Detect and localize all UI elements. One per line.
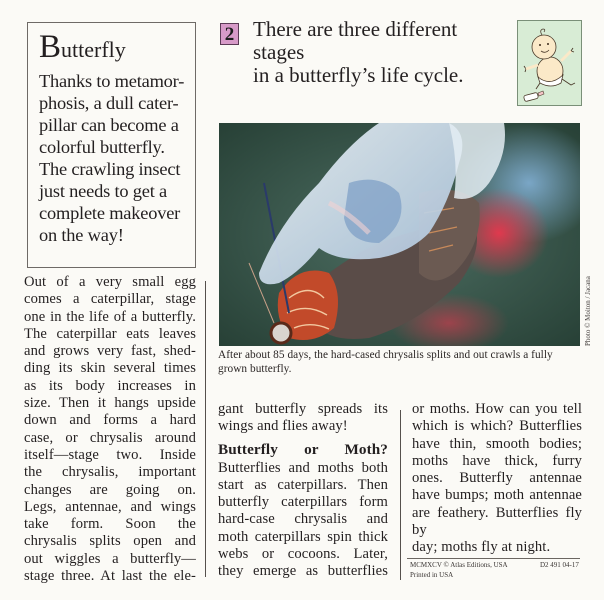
intro-line: just needs to get a (39, 181, 167, 201)
body-line: gant butterfly spreads its (218, 401, 388, 417)
body-line: have bumps; moth antennae (412, 487, 582, 504)
intro-text (39, 70, 185, 246)
card-title (39, 29, 185, 65)
copyright-text: MCMXCV © Atlas Editions, USA (410, 561, 508, 569)
photo-credit: Photo © Moiton / Jacana (584, 276, 592, 346)
body-line: out wiggles a butterfly— (24, 550, 196, 567)
body-line: size. Then it hangs upside (24, 395, 196, 412)
body-line: have thin, smooth bodies; (412, 435, 582, 452)
intro-line: complete makeover (39, 203, 181, 223)
fact-number-badge: 2 (220, 23, 239, 45)
intro-box (27, 22, 196, 268)
printed-text: Printed in USA (410, 570, 454, 579)
fact-heading (253, 18, 513, 87)
intro-line: pillar can become a (39, 115, 179, 135)
body-line: moth caterpillars spin thick (218, 528, 388, 545)
body-line: comes a caterpillar, stage (24, 291, 196, 308)
column-divider (400, 410, 401, 580)
body-line: are feathery. Butterflies fly by (412, 504, 582, 539)
title-drop-cap: B (39, 29, 62, 65)
body-line: or moths. How can you tell (412, 401, 582, 417)
section-subheading: Butterfly or Moth? (218, 440, 388, 458)
body-line: Out of a very small egg (24, 274, 196, 290)
baby-with-bottle-icon (518, 21, 581, 105)
card-code: D2 491 04-17 (540, 561, 579, 569)
intro-line: phosis, a dull cater- (39, 93, 179, 113)
intro-line: on the way! (39, 225, 124, 245)
chrysalis-photo-image (219, 123, 580, 346)
footer-divider (407, 558, 580, 559)
body-line: down and forms a hard (24, 412, 196, 429)
body-line: and grows very fast, shed- (24, 343, 196, 360)
body-line: chrysalis splits open and (24, 533, 196, 550)
fact-heading-line: There are three different stages (253, 17, 458, 64)
body-line: ones. Butterfly antennae (412, 470, 582, 487)
body-line: as its body increases in (24, 377, 196, 394)
baby-illustration (517, 20, 582, 106)
body-line: which is which? Butterflies (412, 418, 582, 435)
body-column-2 (218, 401, 388, 581)
caption-line: After about 85 days, the hard-cased chrysalis splits and out crawls a fully (218, 349, 553, 361)
title-rest: utterfly (61, 37, 126, 62)
body-line: Butterflies and moths both (218, 459, 388, 476)
body-line: they emerge as butterflies (218, 563, 388, 580)
intro-line: Thanks to metamor- (39, 71, 185, 91)
caption-line: grown butterfly. (218, 362, 292, 375)
body-line: stage three. At last the ele- (24, 568, 196, 585)
body-line: the chrysalis, important (24, 464, 196, 481)
body-line: The caterpillar eats leaves (24, 325, 196, 342)
body-column-1 (24, 274, 196, 585)
butterfly-emerging-photo (219, 123, 580, 346)
body-line: hard-case chrysalis and (218, 511, 388, 528)
photo-caption (218, 349, 580, 376)
body-line: butterfly caterpillars form (218, 494, 388, 511)
body-line: Legs, antennae, and wings (24, 498, 196, 515)
body-line: moths have thick, furry (412, 452, 582, 469)
body-line: itself—stage two. Inside (24, 446, 196, 463)
column-divider (205, 281, 206, 577)
body-line: changes are going on. (24, 481, 196, 498)
body-line: start as caterpillars. Then (218, 476, 388, 493)
body-line: ding its skin several times (24, 360, 196, 377)
body-line: case, or chrysalis around (24, 429, 196, 446)
body-line: one in the life of a butterfly. (24, 308, 196, 325)
intro-line: colorful butterfly. (39, 137, 165, 157)
body-line: webs or cocoons. Later, (218, 546, 388, 563)
footer-left (410, 561, 508, 580)
fact-heading-line: in a butterfly’s life cycle. (253, 63, 464, 87)
body-line: day; moths fly at night. (412, 539, 551, 556)
body-line: take form. Soon the (24, 516, 196, 533)
body-column-3 (412, 401, 582, 557)
intro-line: The crawling insect (39, 159, 181, 179)
body-line: wings and flies away! (218, 418, 348, 435)
